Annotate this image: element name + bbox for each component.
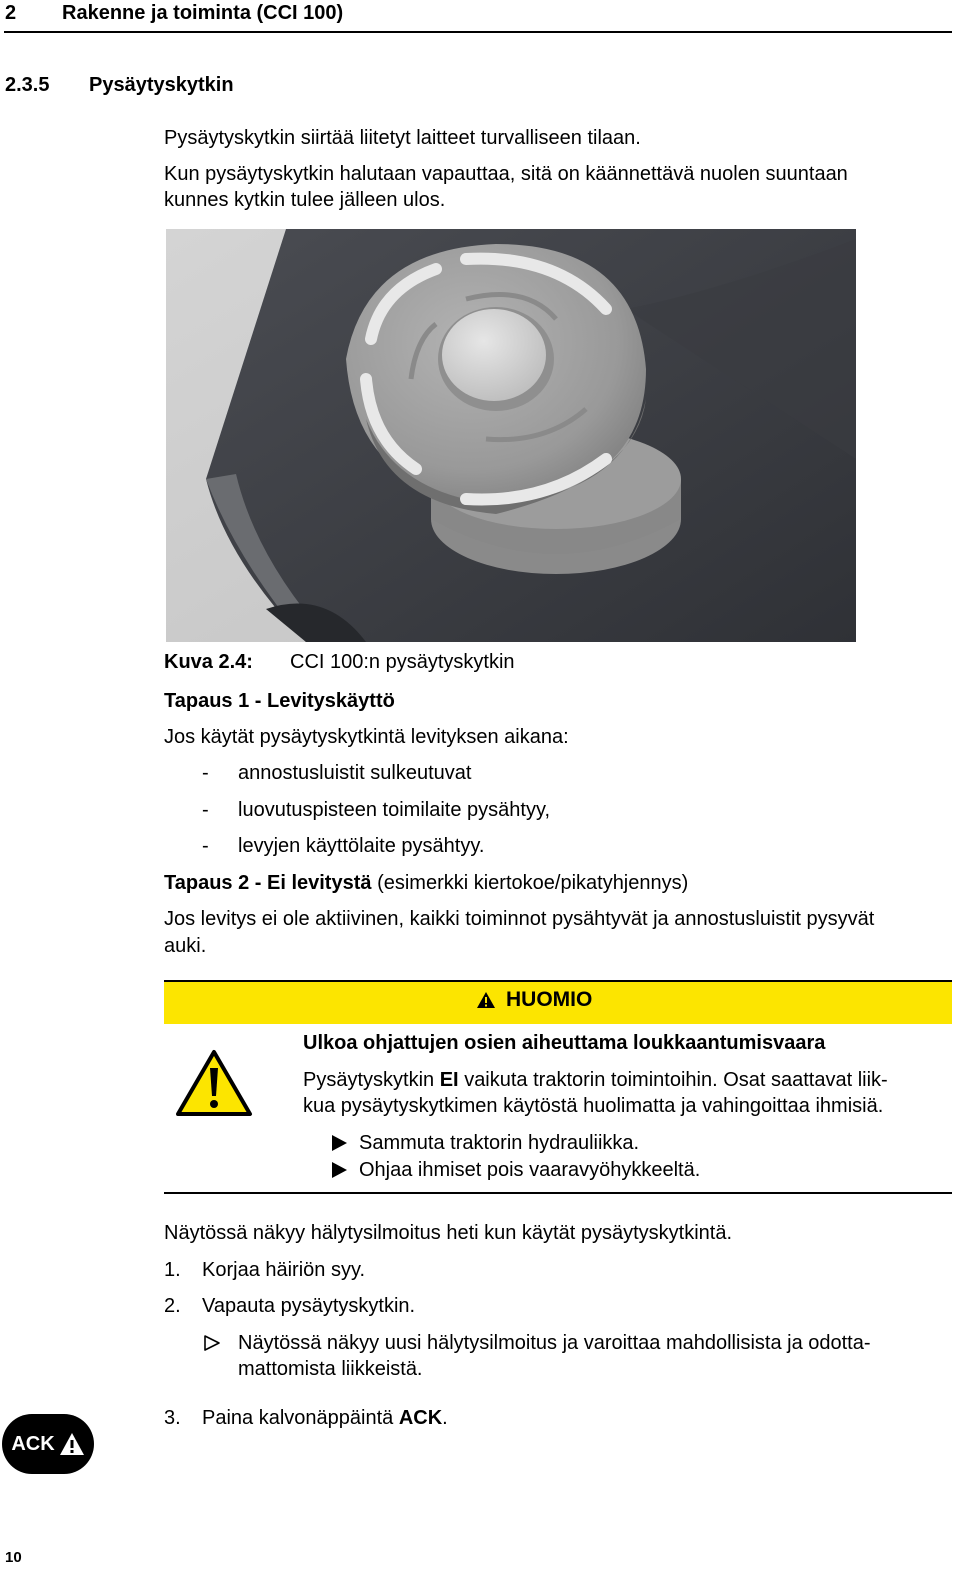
- step-number: 3.: [164, 1407, 181, 1429]
- warning-triangle-icon: [476, 991, 496, 1009]
- case2-heading: [164, 870, 688, 896]
- warning-text-emphasis: EI: [439, 1069, 459, 1091]
- warning-title: Ulkoa ohjattujen osien aiheuttama loukkaantumisvaara: [303, 1032, 826, 1054]
- case1-heading: Tapaus 1 - Levityskäyttö: [164, 690, 395, 712]
- intro-line: Pysäytyskytkin siirtää liitetyt laitteet turvalliseen tilaan.: [164, 127, 641, 149]
- chapter-title: Rakenne ja toiminta (CCI 100): [62, 2, 344, 24]
- warning-text-part: vaikuta traktorin toimintoihin. Osat saattavat liik-: [464, 1069, 888, 1091]
- page-number: 10: [5, 1549, 22, 1566]
- result-text: mattomista liikkeistä.: [238, 1358, 423, 1380]
- case2-text: Jos levitys ei ole aktiivinen, kaikki toiminnot pysähtyvät ja annostusluistit pysyvät: [164, 908, 875, 930]
- intro-line: kunnes kytkin tulee jälleen ulos.: [164, 189, 446, 211]
- step3-key: ACK: [398, 1407, 443, 1429]
- list-item: levyjen käyttölaite pysähtyy.: [238, 835, 485, 857]
- step-number: 2.: [164, 1295, 181, 1317]
- warning-triangle-icon: [59, 1432, 85, 1456]
- warning-triangle-icon: [174, 1048, 254, 1118]
- case2-text: auki.: [164, 935, 207, 957]
- step-text: Korjaa häiriön syy.: [202, 1259, 366, 1281]
- step-text: Vapauta pysäytyskytkin.: [202, 1295, 416, 1317]
- ack-key-label: ACK: [11, 1432, 55, 1455]
- list-dash: -: [202, 762, 209, 784]
- section-title: Pysäytyskytkin: [89, 74, 234, 96]
- arrow-right-icon: [332, 1135, 347, 1151]
- section-number: 2.3.5: [5, 74, 50, 96]
- step3-text: Paina kalvonäppäintä: [202, 1407, 394, 1429]
- step-text: [202, 1405, 448, 1431]
- display-note: Näytössä näkyy hälytysilmoitus heti kun käytät pysäytyskytkintä.: [164, 1222, 733, 1244]
- list-item: annostusluistit sulkeutuvat: [238, 762, 472, 784]
- result-arrow-icon: [203, 1334, 221, 1352]
- warning-top-rule: [164, 980, 952, 982]
- warning-label: HUOMIO: [506, 988, 593, 1011]
- intro-line: Kun pysäytyskytkin halutaan vapauttaa, sitä on käännettävä nuolen suuntaan: [164, 163, 848, 185]
- figure-label: Kuva 2.4:: [164, 651, 253, 673]
- step-number: 1.: [164, 1259, 181, 1281]
- ack-key: [2, 1414, 94, 1474]
- arrow-right-icon: [332, 1162, 347, 1178]
- action-text: Sammuta traktorin hydrauliikka.: [359, 1132, 640, 1154]
- emergency-stop-illustration: [166, 229, 856, 642]
- warning-text: kua pysäytyskytkimen käytöstä huolimatta ja vahingoittaa ihmisiä.: [303, 1095, 884, 1117]
- warning-text-part: Pysäytyskytkin: [303, 1069, 435, 1091]
- warning-bottom-rule: [164, 1192, 952, 1194]
- warning-text: [303, 1067, 888, 1093]
- emergency-stop-photo: [166, 229, 856, 642]
- case2-heading-normal: (esimerkki kiertokoe/pikatyhjennys): [377, 872, 689, 894]
- result-text: Näytössä näkyy uusi hälytysilmoitus ja varoittaa mahdollisista ja odotta-: [238, 1332, 871, 1354]
- case2-heading-bold: Tapaus 2 - Ei levitystä: [164, 872, 372, 894]
- figure-caption: CCI 100:n pysäytyskytkin: [290, 651, 515, 673]
- action-text: Ohjaa ihmiset pois vaaravyöhykkeeltä.: [359, 1159, 701, 1181]
- step3-end: .: [442, 1407, 448, 1429]
- action-item: [332, 1130, 639, 1156]
- list-item: luovutuspisteen toimilaite pysähtyy,: [238, 799, 551, 821]
- action-item: [332, 1157, 700, 1183]
- list-dash: -: [202, 799, 209, 821]
- header-rule: [4, 31, 952, 33]
- list-dash: -: [202, 835, 209, 857]
- case1-intro: Jos käytät pysäytyskytkintä levityksen aikana:: [164, 726, 569, 748]
- warning-header: [476, 987, 592, 1013]
- chapter-number: 2: [5, 2, 17, 24]
